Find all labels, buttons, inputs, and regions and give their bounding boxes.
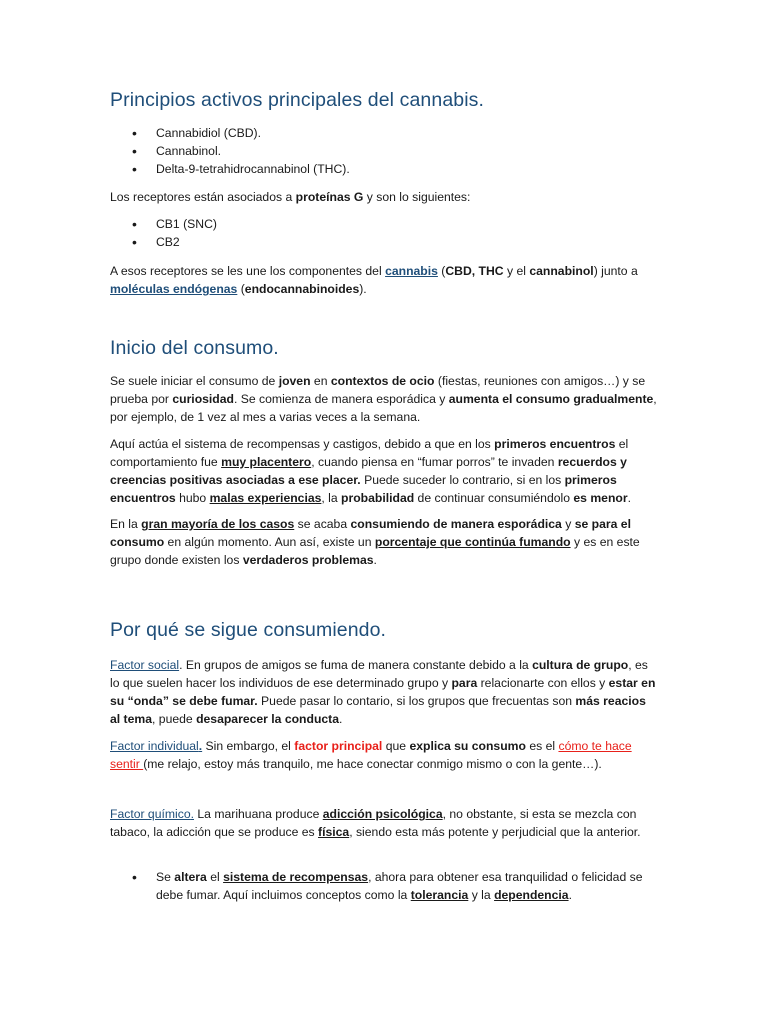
paragraph-componentes: A esos receptores se les une los componentes del cannabis (CBD, THC y el cannabinol) junto a moléculas endógenas (endocannabinoides). [110,264,638,296]
recompensas-list [110,868,658,904]
paragraph-factor-quimico: Factor químico. La marihuana produce adicción psicológica, no obstante, si esta se mezcla con tabaco, la adicción que se produce es física, siendo esta más potente y perjudicial que la anterior. [110,807,641,839]
link-moleculas-endogenas[interactable]: moléculas endógenas [110,282,238,296]
list-item: • Cannabinol. [110,142,350,160]
heading-por-que-consumiendo: Por qué se sigue consumiendo. [110,619,387,641]
heading-principios-activos: Principios activos principales del cannabis. [110,89,485,111]
paragraph-receptores: Los receptores están asociados a proteínas G y son lo siguientes: [110,190,471,204]
paragraph-inicio: Se suele iniciar el consumo de joven en contextos de ocio (fiestas, reuniones con amigos…) y se prueba por curiosidad. Se comienza de manera esporádica y aumenta el consumo gradualmente, por ejemplo, de 1 vez al mes a varias veces a la semana. [110,374,657,424]
active-principles-list [110,124,350,178]
list-item: • Se altera el sistema de recompensas, ahora para obtener esa tranquilidad o felicidad se debe fumar. Aquí incluimos conceptos como la tolerancia y la dependencia. [110,868,658,904]
paragraph-factor-social: Factor social. En grupos de amigos se fuma de manera constante debido a la cultura de grupo, es lo que suelen hacer los individuos de ese determinado grupo y para relacionarte con ellos y estar en su “onda” se debe fumar. Puede pasar lo contario, si los grupos que frecuentas son más reacios al tema, puede desaparecer la conducta. [110,658,656,726]
list-item: • CB1 (SNC) [110,215,217,233]
link-factor-social[interactable]: Factor social [110,658,180,672]
receptors-list [110,215,217,251]
heading-inicio-consumo: Inicio del consumo. [110,337,279,359]
paragraph-mayoria: En la gran mayoría de los casos se acaba consumiendo de manera esporádica y se para el consumo en algún momento. Aun así, existe un porcentaje que continúa fumando y es en este grupo donde existen los verdaderos problemas. [110,517,640,567]
list-item: • CB2 [110,233,217,251]
paragraph-factor-individual: Factor individual. Sin embargo, el factor principal que explica su consumo es el cómo te hace sentir (me relajo, estoy más tranquilo, me hace conectar conmigo mismo o con la gente…). [110,739,632,771]
link-factor-individual[interactable]: Factor individual [110,739,199,753]
list-item: • Cannabidiol (CBD). [110,124,350,142]
paragraph-recompensas: Aquí actúa el sistema de recompensas y castigos, debido a que en los primeros encuentros el comportamiento fue muy placentero, cuando piensa en “fumar porros” te invaden recuerdos y creencias positivas asociadas a ese placer. Puede suceder lo contrario, si en los primeros encuentros hubo malas experiencias, la probabilidad de continuar consumiéndolo es menor. [110,437,631,505]
link-factor-quimico[interactable]: Factor químico [110,807,191,821]
link-cannabis[interactable]: cannabis [385,264,438,278]
list-item: • Delta-9-tetrahidrocannabinol (THC). [110,160,350,178]
